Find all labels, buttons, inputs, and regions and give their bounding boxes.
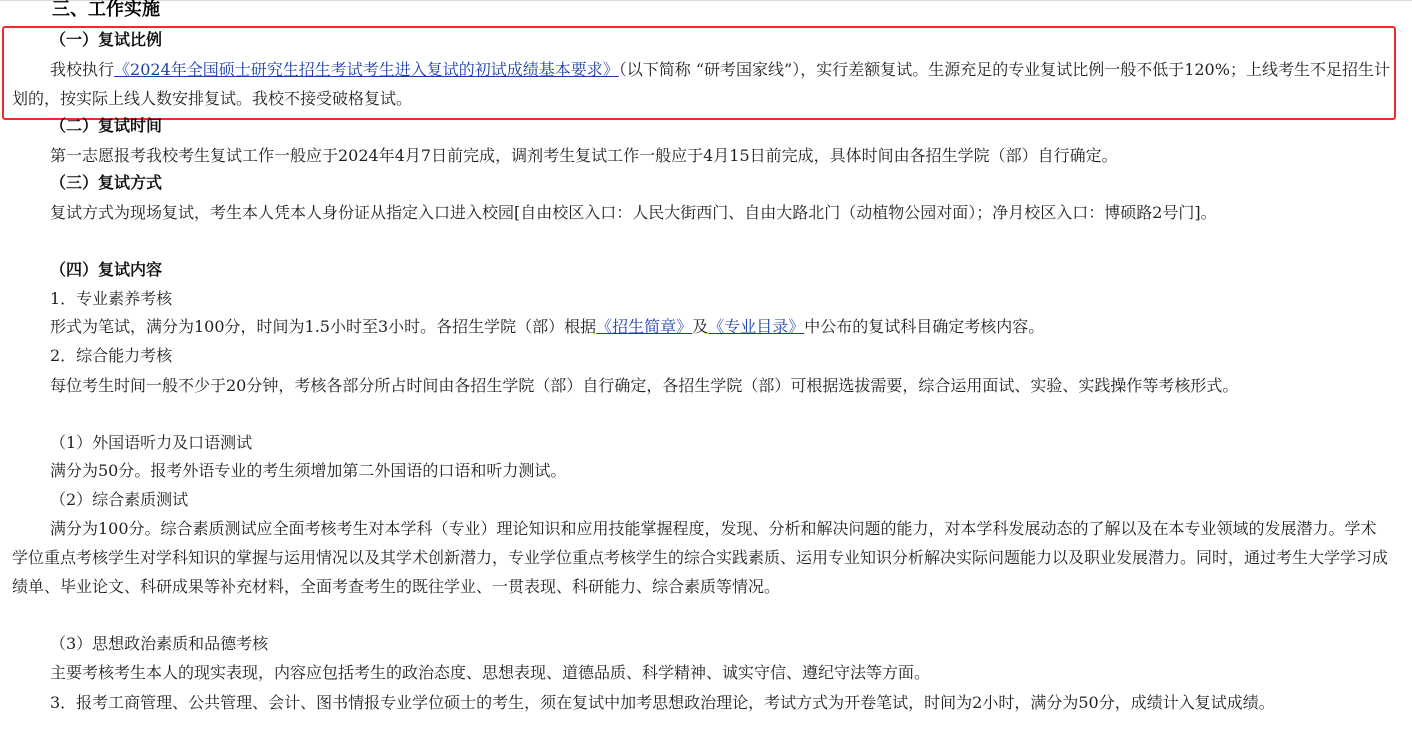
top-divider [0, 0, 1412, 1]
section-title: 三、工作实施 [52, 0, 160, 20]
content-heading: （四）复试内容 [50, 260, 163, 279]
program-catalog-link[interactable]: 《专业目录》 [708, 317, 805, 336]
national-line-requirements-link[interactable]: 《2024年全国硕士研究生招生考试考生进入复试的初试成绩基本要求》 [114, 60, 619, 79]
ratio-text-before: 我校执行 [50, 60, 115, 79]
item1-title: 1．专业素养考核 [50, 289, 173, 308]
item1-text-after: 中公布的复试科目确定考核内容。 [804, 317, 1045, 336]
admission-brochure-link[interactable]: 《招生简章》 [596, 317, 693, 336]
sub1-title: （1）外国语听力及口语测试 [50, 433, 253, 452]
time-paragraph: 第一志愿报考我校考生复试工作一般应于2024年4月7日前完成，调剂考生复试工作一般应于4月15日前完成，具体时间由各招生学院（部）自行确定。 [50, 146, 1118, 165]
item1-text-before: 形式为笔试，满分为100分，时间为1.5小时至3小时。各招生学院（部）根据 [50, 317, 597, 336]
item1-paragraph [50, 316, 1044, 338]
sub1-paragraph: 满分为50分。报考外语专业的考生须增加第二外国语的口语和听力测试。 [50, 461, 567, 480]
item2-title: 2．综合能力考核 [50, 346, 173, 365]
item1-text-mid: 及 [692, 317, 709, 336]
item3-paragraph: 3．报考工商管理、公共管理、会计、图书情报专业学位硕士的考生，须在复试中加考思想政治理论，考试方式为开卷笔试，时间为2小时，满分为50分，成绩计入复试成绩。 [50, 693, 1275, 712]
method-heading: （三）复试方式 [50, 173, 163, 192]
ratio-heading: （一）复试比例 [50, 30, 163, 49]
method-paragraph: 复试方式为现场复试，考生本人凭本人身份证从指定入口进入校园[自由校区入口：人民大街西门、自由大路北门（动植物公园对面）；净月校区入口：博硕路2号门]。 [50, 203, 1217, 222]
ratio-text-after: （以下简称 “研考国家线”），实行差额复试。生源充足的专业复试比例一般不低于120%；上线考生不足招生计划的，按实际上线人数安排复试。我校不接受破格复试。 [12, 60, 1390, 108]
sub3-paragraph: 主要考核考生本人的现实表现，内容应包括考生的政治态度、思想表现、道德品质、科学精神、诚实守信、遵纪守法等方面。 [50, 663, 931, 682]
sub2-title: （2）综合素质测试 [50, 490, 189, 509]
time-heading: （二）复试时间 [50, 116, 163, 135]
item2-paragraph: 每位考生时间一般不少于20分钟，考核各部分所占时间由各招生学院（部）自行确定，各招生学院（部）可根据选拔需要，综合运用面试、实验、实践操作等考核形式。 [50, 376, 1239, 395]
sub2-paragraph: 满分为100分。综合素质测试应全面考核考生对本学科（专业）理论知识和应用技能掌握程度，发现、分析和解决问题的能力，对本学科发展动态的了解以及在本专业领域的发展潜力。学术学位重点考核学生对学科知识的掌握与运用情况以及其学术创新潜力，专业学位重点考核学生的综合实践素质、运用专业知识分析解决实际问题能力以及职业发展潜力。同时，通过考生大学学习成绩单、毕业论文、科研成果等补充材料，全面考查考生的既往学业、一贯表现、科研能力、综合素质等情况。 [12, 519, 1389, 596]
sub3-title: （3）思想政治素质和品德考核 [50, 634, 269, 653]
ratio-paragraph [12, 55, 1390, 113]
